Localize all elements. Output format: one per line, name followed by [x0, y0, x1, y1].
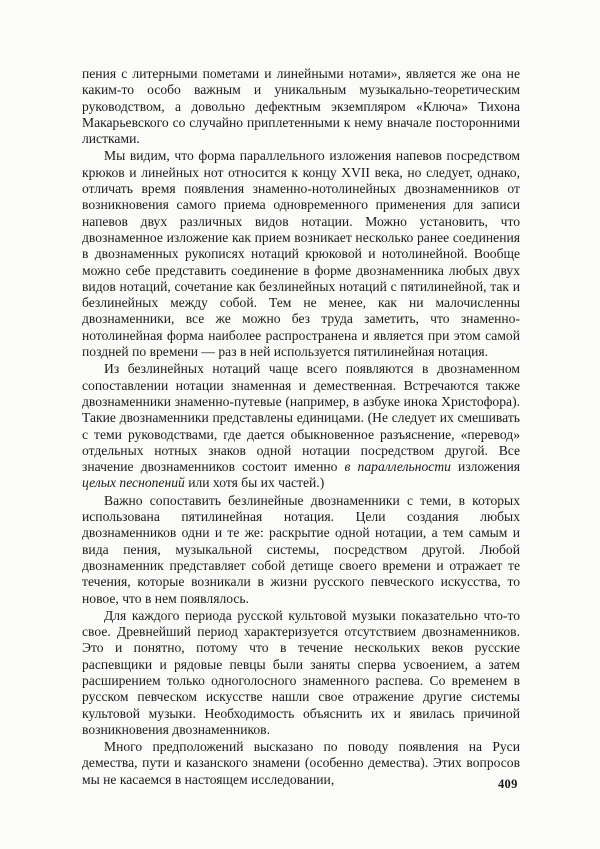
paragraph-1: пения с литерными пометами и линейными нотами», является же она не каким-то особо важным и уникальным музыкально-теоретическим руководством, а довольно дефектным экземпляром «Ключа» Тихона Макарьевского со случайно приплетенными к нему вначале посторонними листками.: [82, 66, 520, 147]
paragraph-3: [82, 361, 520, 491]
page-number: 409: [498, 777, 518, 791]
paragraph-5: Для каждого периода русской культовой музыки показательно что-то свое. Древнейший период характеризуется отсутствием двознаменников. Это и понятно, потому что в течение нескольких веков русские распевщики и рядовые певцы были заняты сперва усвоением, а затем расширением только одноголосного знаменного распева. Со временем в русском певческом искусстве нашли свое отражение другие системы культовой музыки. Необходимость объяснить их и явилась причиной возникновения двознаменников.: [82, 607, 520, 737]
paragraph-3-emphasis-a: в параллельности: [344, 459, 451, 475]
paragraph-3-emphasis-b: целых песнопений: [82, 475, 185, 491]
paragraph-6: Много предположений высказано по поводу появления на Руси демества, пути и казанского знамени (особенно демества). Этих вопросов мы не касаемся в настоящем исследовании,: [82, 739, 520, 787]
paragraph-3-text-c: или хотя бы их частей.): [184, 475, 325, 491]
paragraph-4: Важно сопоставить безлинейные двознаменники с теми, в которых использована пятилинейная нотация. Цели создания любых двознаменников одни и те же: раскрытие одной нотации, а тем самым и вида пения, музыкальной системы, посредством другой. Любой двознаменник представляет собой детище своего времени и отражает те течения, которые возникали в жизни русского певческого искусства, то новое, что в нем появлялось.: [82, 492, 520, 606]
paragraph-3-text-a: Из безлинейных нотаций чаще всего появляются в двознаменном сопоставлении нотации знаменная и демественная. Встречаются также двознаменники знаменно-путевые (например, в азбуке инока Христофора). Такие двознаменники представлены единицами. (Не следует их смешивать с теми руководствами, где дается обыкновенное разъяснение, «перевод» отдельных нотных знаков одной нотации посредством другой. Все значение двознаменников состоит именно: [82, 361, 520, 475]
body-text: [82, 66, 520, 789]
paragraph-2: Мы видим, что форма параллельного изложения напевов посредством крюков и линейных нот относится к концу XVII века, но следует, однако, отличать время появления знаменно-нотолинейных двознаменников от возникновения самого приема одновременного применения для записи напевов двух различных видов нотации. Можно установить, что двознаменное изложение как прием возникает несколько ранее соединения в двознаменных рукописях нотаций крюковой и нотолинейной. Вообще можно себе представить соединение в форме двознаменника любых двух видов нотаций, сочетание как безлинейных нотаций с пятилинейной, так и безлинейных между собой. Тем не менее, как ни малочисленны двознаменники, все же можно без труда заметить, что знаменно-нотолинейная форма наиболее распространена и является при этом самой поздней по времени — раз в ней используется пятилинейная нотация.: [82, 148, 520, 360]
paragraph-3-text-b: изложения: [450, 459, 520, 475]
